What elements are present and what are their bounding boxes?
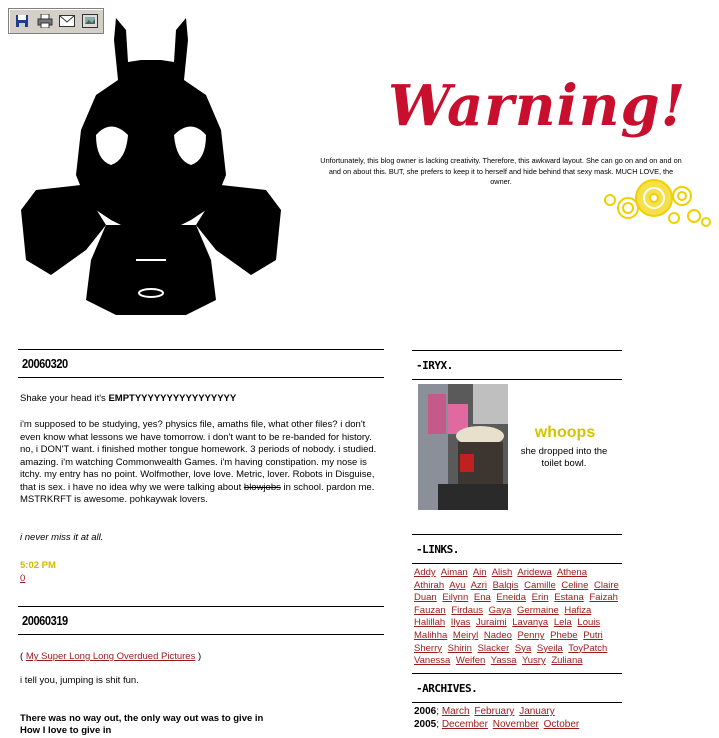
friend-link[interactable]: Athena (556, 567, 587, 578)
friend-link[interactable]: Gaya (488, 604, 512, 616)
archive-month-link[interactable]: October (543, 719, 580, 730)
friend-link[interactable]: Eilynn (442, 592, 469, 604)
friend-link[interactable]: Athirah (414, 579, 445, 591)
friend-link[interactable]: Azri (470, 579, 487, 591)
archive-month-link[interactable]: November (492, 719, 539, 730)
archive-month-link[interactable]: January (519, 706, 555, 717)
links-list (414, 567, 622, 668)
friend-link[interactable]: Ayu (449, 579, 466, 591)
post-bold-line: There was no way out, the only way out was to give in (20, 713, 264, 724)
sidebar-header (412, 350, 622, 380)
friend-link[interactable]: Lavanya (512, 617, 549, 629)
friend-link[interactable]: Malihha (414, 629, 448, 641)
friend-link[interactable]: Meiryl (452, 629, 479, 641)
links-title: -LINKS. (416, 543, 459, 556)
archive-year: 2005 (414, 719, 437, 730)
whoops-label: whoops (534, 424, 596, 441)
friend-link[interactable]: Weifen (455, 655, 486, 667)
sidebar-header (412, 534, 622, 564)
friend-link[interactable]: Putri (583, 629, 603, 641)
friend-link[interactable]: Penny (517, 629, 545, 641)
friend-link[interactable]: Syeila (536, 642, 563, 654)
friend-link[interactable]: Claire (594, 579, 619, 591)
friend-link[interactable]: Sya (514, 642, 532, 654)
warning-blurb: Unfortunately, this blog owner is lacking creativity. Therefore, this awkward layout. She can go on and on and on and on about this. BUT, she prefers to keep it to herself and hide behind that sexy mask. MUCH LOVE, the owner. (320, 156, 682, 186)
friend-link[interactable]: Firdaus (451, 604, 484, 616)
pictures-line: ( My Super Long Long Overdued Pictures ) (20, 651, 202, 662)
friend-link[interactable]: Fauzan (414, 604, 446, 616)
friend-link[interactable]: Addy (414, 567, 436, 578)
pictures-link[interactable]: My Super Long Long Overdued Pictures (25, 651, 196, 662)
friend-link[interactable]: Juraimi (475, 617, 507, 629)
comments-link[interactable]: 0 (20, 573, 26, 584)
friend-link[interactable]: Eneida (496, 592, 527, 604)
friend-link[interactable]: Zuliana (551, 655, 583, 667)
post-date: 20060320 (22, 356, 68, 371)
friend-link[interactable]: Germaine (517, 604, 559, 616)
warning-title: Warning! (388, 73, 687, 139)
photo-caption: she dropped into the toilet bowl. (520, 446, 608, 469)
archives-title: -ARCHIVES. (416, 682, 478, 695)
friend-link[interactable]: Erin (531, 592, 549, 604)
archive-month-link[interactable]: February (474, 706, 515, 717)
friend-link[interactable]: Yassa (490, 655, 517, 667)
friend-link[interactable]: Estana (554, 592, 584, 604)
friend-link[interactable]: Duan (414, 592, 437, 604)
archive-row: 2006; March February January (414, 706, 555, 717)
profile-title: -IRYX. (416, 359, 453, 372)
friend-link[interactable]: Nadeo (483, 629, 512, 641)
post-line1: Shake your head it's EMPTYYYYYYYYYYYYYYYY (20, 393, 237, 404)
friend-link[interactable]: Vanessa (414, 655, 451, 667)
friend-link[interactable]: Louis (577, 617, 601, 629)
post-body: i'm supposed to be studying, yes? physics file, amaths file, what other files? i don't even know what lessons we have tomorrow. i don't want to be re-banded for history. no, i DON'T want. i finished mother tongue homework. 3 periods of nobody. i studied. amazing. i'm watching Commonwealth Games. i'm having constipation. my nose is itchy. my entry has no point. Wolfmother, love love. Metric, lover. Robots in Disguise, that is sex. i have no idea why we were talking about blowjobs in school. pardon me. MSTRKRFT is awesome. pohkaywak lovers. (20, 419, 377, 505)
friend-link[interactable]: Ain (472, 567, 487, 578)
friend-link[interactable]: Sherry (414, 642, 442, 654)
post-body: i tell you, jumping is shit fun. (20, 675, 139, 686)
archive-row: 2005; December November October (414, 719, 580, 730)
post-header (18, 606, 384, 635)
friend-link[interactable]: Balqis (492, 579, 519, 591)
friend-link[interactable]: Hafiza (564, 604, 592, 616)
gas-mask-image (16, 10, 286, 320)
archive-month-link[interactable]: March (441, 706, 470, 717)
friend-link[interactable]: Shirin (447, 642, 472, 654)
friend-link[interactable]: Faizah (589, 592, 618, 604)
post-header (18, 349, 384, 378)
friend-link[interactable]: Camille (524, 579, 556, 591)
archive-month-link[interactable]: December (441, 719, 488, 730)
friend-link[interactable]: Lela (553, 617, 572, 629)
friend-link[interactable]: Slacker (477, 642, 510, 654)
friend-link[interactable]: Celine (561, 579, 589, 591)
friend-link[interactable]: Phebe (550, 629, 578, 641)
friend-link[interactable]: Ilyas (450, 617, 471, 629)
friend-link[interactable]: Ena (473, 592, 491, 604)
post-bold-line: How I love to give in (20, 725, 112, 736)
post-italic: i never miss it at all. (20, 532, 104, 543)
profile-photo (418, 384, 508, 510)
friend-link[interactable]: Alish (491, 567, 513, 578)
friend-link[interactable]: Yusry (521, 655, 546, 667)
sidebar-header (412, 673, 622, 703)
friend-link[interactable]: Aridewa (517, 567, 552, 578)
friend-link[interactable]: Aiman (440, 567, 468, 578)
post-time: 5:02 PM (20, 560, 56, 571)
post-date: 20060319 (22, 613, 68, 628)
friend-link[interactable]: Halillah (414, 617, 446, 629)
friend-link[interactable]: ToyPatch (568, 642, 608, 654)
swirl-decoration (602, 170, 714, 228)
archive-year: 2006 (414, 706, 437, 717)
